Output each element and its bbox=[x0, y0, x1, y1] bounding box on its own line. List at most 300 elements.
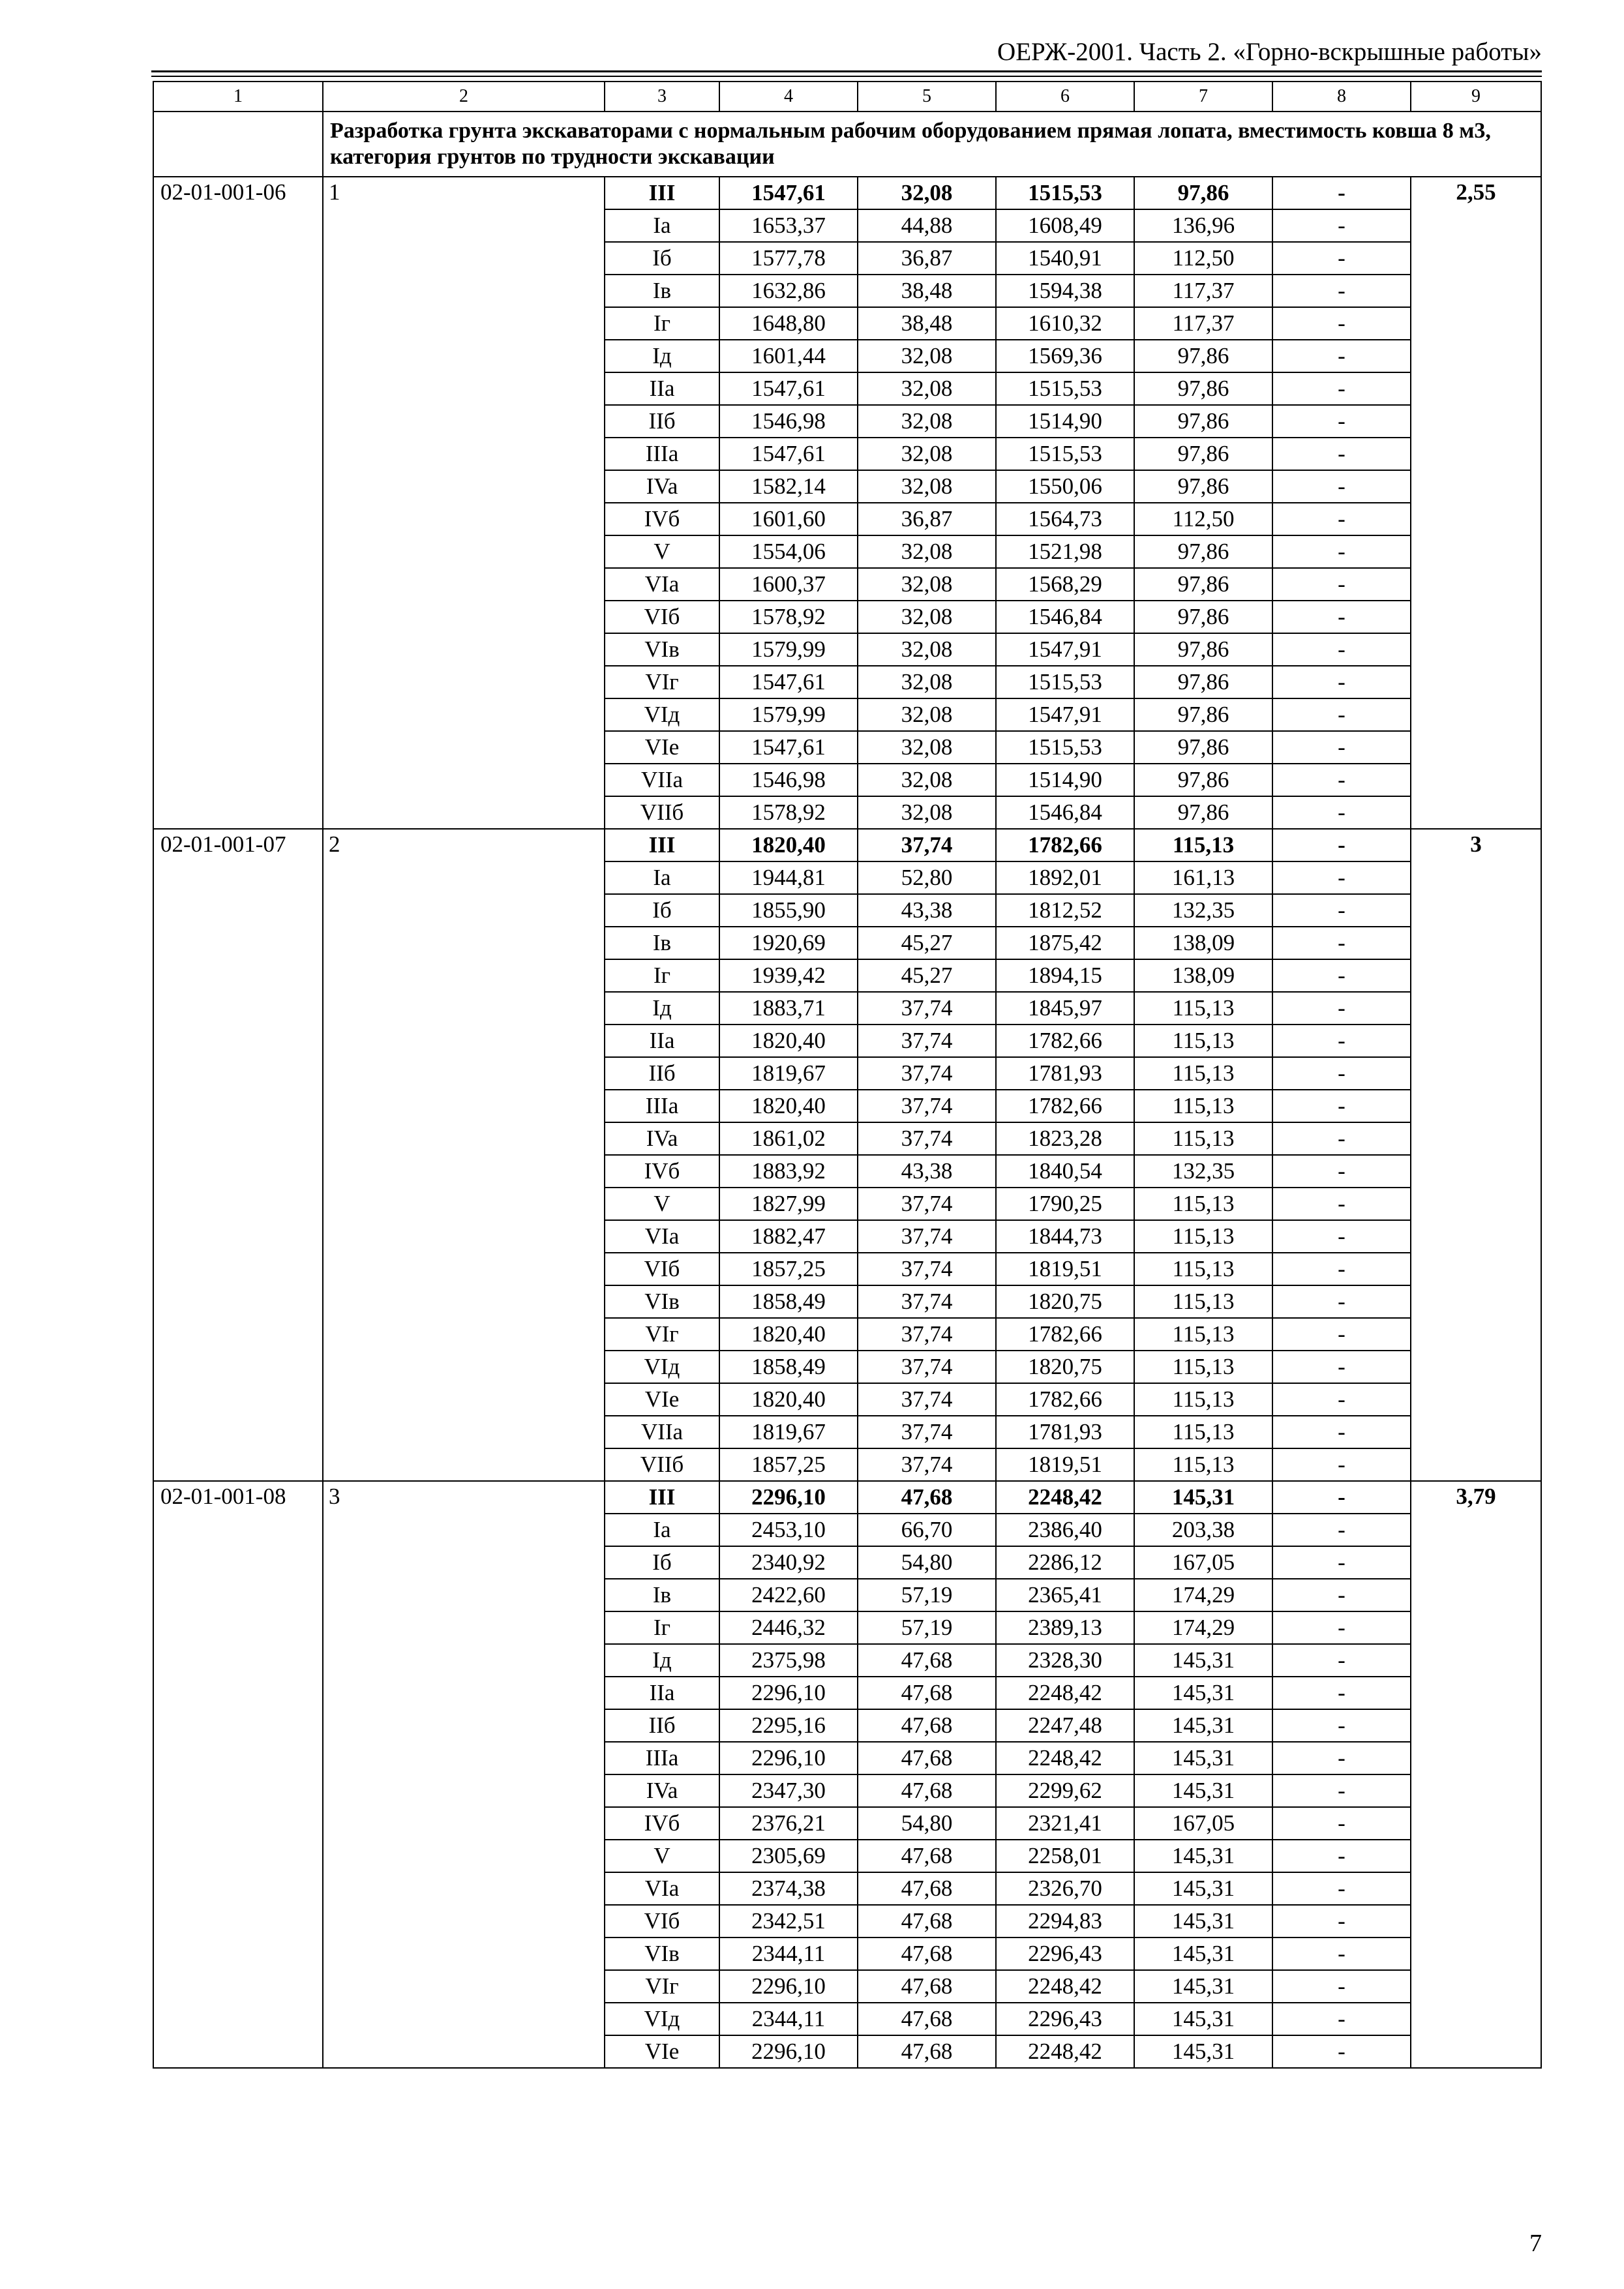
cell-value: 1883,71 bbox=[719, 992, 858, 1025]
cell-value: 32,08 bbox=[858, 601, 996, 633]
cell-value: 47,68 bbox=[858, 1937, 996, 1970]
cell-value: 1857,25 bbox=[719, 1253, 858, 1285]
cell-value: 1782,66 bbox=[996, 1090, 1134, 1122]
cell-value: 47,68 bbox=[858, 1872, 996, 1905]
cell-value: - bbox=[1272, 568, 1411, 601]
rate-code: 02-01-001-07 bbox=[153, 829, 323, 1481]
cell-value: 115,13 bbox=[1134, 1090, 1272, 1122]
cell-value: 1546,84 bbox=[996, 796, 1134, 829]
cell-value: 115,13 bbox=[1134, 1220, 1272, 1253]
cell-value: 1547,61 bbox=[719, 177, 858, 209]
cell-value: 117,37 bbox=[1134, 307, 1272, 340]
cell-value: 1894,15 bbox=[996, 959, 1134, 992]
cell-value: 1819,67 bbox=[719, 1416, 858, 1448]
soil-category: VIIa bbox=[605, 1416, 719, 1448]
cell-value: 1920,69 bbox=[719, 927, 858, 959]
cell-value: 1515,53 bbox=[996, 177, 1134, 209]
soil-category: Ia bbox=[605, 1514, 719, 1546]
cell-value: 37,74 bbox=[858, 1025, 996, 1057]
cell-value: 1939,42 bbox=[719, 959, 858, 992]
rate-code: 02-01-001-06 bbox=[153, 177, 323, 829]
cell-value: 47,68 bbox=[858, 1970, 996, 2003]
section-title-row bbox=[153, 112, 1541, 177]
cell-value: 2422,60 bbox=[719, 1579, 858, 1611]
cell-value: 32,08 bbox=[858, 405, 996, 438]
cell-value: 2296,10 bbox=[719, 1481, 858, 1514]
page-header: ОЕРЖ-2001. Часть 2. «Горно-вскрышные работы» bbox=[997, 38, 1542, 66]
cell-value: 32,08 bbox=[858, 372, 996, 405]
cell-value: - bbox=[1272, 275, 1411, 307]
soil-category: VIe bbox=[605, 1383, 719, 1416]
cell-value: 145,31 bbox=[1134, 1709, 1272, 1742]
soil-category: IIб bbox=[605, 1057, 719, 1090]
soil-category: III bbox=[605, 1481, 719, 1514]
cell-value: - bbox=[1272, 1677, 1411, 1709]
cell-value: 1844,73 bbox=[996, 1220, 1134, 1253]
cell-value: 37,74 bbox=[858, 829, 996, 861]
cell-value: 115,13 bbox=[1134, 1188, 1272, 1220]
soil-category: IIIa bbox=[605, 1090, 719, 1122]
cell-value: - bbox=[1272, 1351, 1411, 1383]
cell-value: 115,13 bbox=[1134, 1318, 1272, 1351]
cell-value: 2374,38 bbox=[719, 1872, 858, 1905]
cell-value: 1819,51 bbox=[996, 1448, 1134, 1481]
cell-value: 47,68 bbox=[858, 1840, 996, 1872]
cell-value: - bbox=[1272, 1090, 1411, 1122]
cell-value: 47,68 bbox=[858, 1644, 996, 1677]
cell-value: 37,74 bbox=[858, 1220, 996, 1253]
soil-category: Iб bbox=[605, 1546, 719, 1579]
cell-value: 1820,40 bbox=[719, 829, 858, 861]
cell-value: 2296,43 bbox=[996, 2003, 1134, 2035]
cell-value: 145,31 bbox=[1134, 1774, 1272, 1807]
cell-value: 44,88 bbox=[858, 209, 996, 242]
cell-value: 1594,38 bbox=[996, 275, 1134, 307]
cell-value: 97,86 bbox=[1134, 372, 1272, 405]
cell-value: 1577,78 bbox=[719, 242, 858, 275]
cell-value: 54,80 bbox=[858, 1546, 996, 1579]
soil-category: Iг bbox=[605, 1611, 719, 1644]
cell-value: 1515,53 bbox=[996, 666, 1134, 698]
cell-value: 2326,70 bbox=[996, 1872, 1134, 1905]
cell-value: 1601,44 bbox=[719, 340, 858, 372]
cell-value: - bbox=[1272, 177, 1411, 209]
cell-value: 1632,86 bbox=[719, 275, 858, 307]
soil-category: Ia bbox=[605, 209, 719, 242]
cell-value: 115,13 bbox=[1134, 1416, 1272, 1448]
cell-value: 174,29 bbox=[1134, 1611, 1272, 1644]
soil-category: Ia bbox=[605, 861, 719, 894]
cell-value: 1550,06 bbox=[996, 470, 1134, 503]
cell-value: - bbox=[1272, 1253, 1411, 1285]
cell-value: 1861,02 bbox=[719, 1122, 858, 1155]
soil-category: VIe bbox=[605, 731, 719, 764]
cell-value: 45,27 bbox=[858, 959, 996, 992]
soil-category: V bbox=[605, 1840, 719, 1872]
cell-value: 115,13 bbox=[1134, 1025, 1272, 1057]
cell-value: - bbox=[1272, 438, 1411, 470]
cell-value: 32,08 bbox=[858, 633, 996, 666]
cell-value: 97,86 bbox=[1134, 405, 1272, 438]
soil-category: VIa bbox=[605, 1872, 719, 1905]
item-number: 2 bbox=[323, 829, 605, 1481]
cell-value: 1858,49 bbox=[719, 1351, 858, 1383]
cell-value: 1514,90 bbox=[996, 764, 1134, 796]
cell-value: 1547,91 bbox=[996, 633, 1134, 666]
cell-value: 37,74 bbox=[858, 1188, 996, 1220]
page-number: 7 bbox=[1529, 2230, 1542, 2257]
cell-value: 145,31 bbox=[1134, 1481, 1272, 1514]
cell-value: 2286,12 bbox=[996, 1546, 1134, 1579]
column-number: 2 bbox=[323, 82, 605, 112]
cell-value: 1790,25 bbox=[996, 1188, 1134, 1220]
cell-value: 32,08 bbox=[858, 731, 996, 764]
cell-value: 167,05 bbox=[1134, 1807, 1272, 1840]
cell-value: - bbox=[1272, 1025, 1411, 1057]
cell-value: - bbox=[1272, 1285, 1411, 1318]
cell-value: 1882,47 bbox=[719, 1220, 858, 1253]
soil-category: VIб bbox=[605, 1905, 719, 1937]
cell-value: 97,86 bbox=[1134, 470, 1272, 503]
cell-value: 1823,28 bbox=[996, 1122, 1134, 1155]
cell-value: - bbox=[1272, 1970, 1411, 2003]
cell-value: 1819,67 bbox=[719, 1057, 858, 1090]
cell-value: 115,13 bbox=[1134, 1448, 1272, 1481]
cell-value: 1515,53 bbox=[996, 438, 1134, 470]
rate-code: 02-01-001-08 bbox=[153, 1481, 323, 2068]
cell-value: 1858,49 bbox=[719, 1285, 858, 1318]
soil-category: VIв bbox=[605, 633, 719, 666]
cell-value: - bbox=[1272, 992, 1411, 1025]
cell-value: 2296,10 bbox=[719, 1677, 858, 1709]
cell-value: - bbox=[1272, 405, 1411, 438]
item-number: 3 bbox=[323, 1481, 605, 2068]
cell-value: - bbox=[1272, 1416, 1411, 1448]
soil-category: IIб bbox=[605, 1709, 719, 1742]
cell-value: 115,13 bbox=[1134, 829, 1272, 861]
cell-value: 1782,66 bbox=[996, 1025, 1134, 1057]
soil-category: Iд bbox=[605, 992, 719, 1025]
soil-category: Iв bbox=[605, 275, 719, 307]
cell-value: - bbox=[1272, 1840, 1411, 1872]
cell-value: - bbox=[1272, 1448, 1411, 1481]
cell-value: 145,31 bbox=[1134, 2003, 1272, 2035]
cell-value: 1608,49 bbox=[996, 209, 1134, 242]
cell-value: - bbox=[1272, 372, 1411, 405]
column-number: 4 bbox=[719, 82, 858, 112]
soil-category: IVa bbox=[605, 1122, 719, 1155]
soil-category: III bbox=[605, 177, 719, 209]
cell-value: 52,80 bbox=[858, 861, 996, 894]
cell-value: 2344,11 bbox=[719, 2003, 858, 2035]
cell-value: 2328,30 bbox=[996, 1644, 1134, 1677]
cell-value: 1781,93 bbox=[996, 1057, 1134, 1090]
cell-value: 1875,42 bbox=[996, 927, 1134, 959]
cell-value: 47,68 bbox=[858, 2003, 996, 2035]
cell-value: 57,19 bbox=[858, 1611, 996, 1644]
cell-value: 97,86 bbox=[1134, 731, 1272, 764]
soil-category: V bbox=[605, 1188, 719, 1220]
cell-value: 2453,10 bbox=[719, 1514, 858, 1546]
cell-value: - bbox=[1272, 1057, 1411, 1090]
cell-value: 1579,99 bbox=[719, 698, 858, 731]
cell-value: 145,31 bbox=[1134, 1644, 1272, 1677]
cell-value: - bbox=[1272, 959, 1411, 992]
cell-value: 32,08 bbox=[858, 568, 996, 601]
cell-value: 115,13 bbox=[1134, 1383, 1272, 1416]
cell-value: - bbox=[1272, 666, 1411, 698]
cell-value: - bbox=[1272, 307, 1411, 340]
cell-value: 1827,99 bbox=[719, 1188, 858, 1220]
cell-value: 2248,42 bbox=[996, 1677, 1134, 1709]
soil-category: IVa bbox=[605, 1774, 719, 1807]
cell-value: 47,68 bbox=[858, 1905, 996, 1937]
labor-cost: 3 bbox=[1411, 829, 1541, 1481]
labor-cost: 3,79 bbox=[1411, 1481, 1541, 2068]
cell-value: 1547,61 bbox=[719, 666, 858, 698]
cell-value: - bbox=[1272, 2035, 1411, 2068]
cell-value: - bbox=[1272, 1709, 1411, 1742]
column-number: 3 bbox=[605, 82, 719, 112]
cell-value: - bbox=[1272, 1122, 1411, 1155]
cell-value: 1546,98 bbox=[719, 764, 858, 796]
cell-value: - bbox=[1272, 340, 1411, 372]
cell-value: 37,74 bbox=[858, 1285, 996, 1318]
cell-value: - bbox=[1272, 1220, 1411, 1253]
cell-value: 1568,29 bbox=[996, 568, 1134, 601]
soil-category: VIг bbox=[605, 1318, 719, 1351]
cell-value: 1855,90 bbox=[719, 894, 858, 927]
cell-value: 2375,98 bbox=[719, 1644, 858, 1677]
cell-value: 2386,40 bbox=[996, 1514, 1134, 1546]
cell-value: - bbox=[1272, 927, 1411, 959]
cell-value: 54,80 bbox=[858, 1807, 996, 1840]
cell-value: 115,13 bbox=[1134, 1057, 1272, 1090]
soil-category: VIг bbox=[605, 666, 719, 698]
cell-value: - bbox=[1272, 1155, 1411, 1188]
cell-value: 1554,06 bbox=[719, 535, 858, 568]
cell-value: - bbox=[1272, 470, 1411, 503]
cell-value: 145,31 bbox=[1134, 1840, 1272, 1872]
cell-value: 1857,25 bbox=[719, 1448, 858, 1481]
soil-category: IVб bbox=[605, 1807, 719, 1840]
cell-value: 1546,84 bbox=[996, 601, 1134, 633]
cell-value: - bbox=[1272, 1514, 1411, 1546]
cell-value: - bbox=[1272, 503, 1411, 535]
cell-value: 32,08 bbox=[858, 796, 996, 829]
cell-value: 32,08 bbox=[858, 535, 996, 568]
cell-value: 47,68 bbox=[858, 1742, 996, 1774]
cell-value: 32,08 bbox=[858, 340, 996, 372]
cell-value: 1610,32 bbox=[996, 307, 1134, 340]
cell-value: 37,74 bbox=[858, 1090, 996, 1122]
price-table bbox=[153, 81, 1542, 2069]
cell-value: 1579,99 bbox=[719, 633, 858, 666]
cell-value: 47,68 bbox=[858, 1677, 996, 1709]
cell-value: 1819,51 bbox=[996, 1253, 1134, 1285]
cell-value: 37,74 bbox=[858, 1318, 996, 1351]
soil-category: IIa bbox=[605, 1025, 719, 1057]
cell-value: 1781,93 bbox=[996, 1416, 1134, 1448]
cell-value: 117,37 bbox=[1134, 275, 1272, 307]
cell-value: 32,08 bbox=[858, 698, 996, 731]
cell-value: - bbox=[1272, 1188, 1411, 1220]
soil-category: IVa bbox=[605, 470, 719, 503]
soil-category: Iв bbox=[605, 1579, 719, 1611]
cell-value: 115,13 bbox=[1134, 992, 1272, 1025]
soil-category: IVб bbox=[605, 503, 719, 535]
cell-value: 145,31 bbox=[1134, 1677, 1272, 1709]
soil-category: IIIa bbox=[605, 1742, 719, 1774]
cell-value: 97,86 bbox=[1134, 796, 1272, 829]
cell-value: 97,86 bbox=[1134, 535, 1272, 568]
soil-category: V bbox=[605, 535, 719, 568]
soil-category: IVб bbox=[605, 1155, 719, 1188]
cell-value: 2342,51 bbox=[719, 1905, 858, 1937]
cell-value: 1820,40 bbox=[719, 1025, 858, 1057]
soil-category: Iб bbox=[605, 894, 719, 927]
cell-value: 43,38 bbox=[858, 894, 996, 927]
cell-value: 47,68 bbox=[858, 1709, 996, 1742]
cell-value: 1883,92 bbox=[719, 1155, 858, 1188]
cell-value: 145,31 bbox=[1134, 1742, 1272, 1774]
cell-value: 1569,36 bbox=[996, 340, 1134, 372]
item-number: 1 bbox=[323, 177, 605, 829]
cell-value: 2247,48 bbox=[996, 1709, 1134, 1742]
cell-value: 36,87 bbox=[858, 242, 996, 275]
cell-value: 1840,54 bbox=[996, 1155, 1134, 1188]
cell-value: 97,86 bbox=[1134, 568, 1272, 601]
cell-value: - bbox=[1272, 1774, 1411, 1807]
cell-value: 1782,66 bbox=[996, 829, 1134, 861]
cell-value: 1892,01 bbox=[996, 861, 1134, 894]
cell-value: 97,86 bbox=[1134, 340, 1272, 372]
soil-category: Iг bbox=[605, 307, 719, 340]
column-number-row bbox=[153, 82, 1541, 112]
cell-value: 161,13 bbox=[1134, 861, 1272, 894]
cell-value: - bbox=[1272, 1937, 1411, 1970]
cell-value: 2389,13 bbox=[996, 1611, 1134, 1644]
cell-value: - bbox=[1272, 535, 1411, 568]
cell-value: 2446,32 bbox=[719, 1611, 858, 1644]
cell-value: 1782,66 bbox=[996, 1383, 1134, 1416]
cell-value: 37,74 bbox=[858, 1383, 996, 1416]
cell-value: - bbox=[1272, 209, 1411, 242]
cell-value: - bbox=[1272, 829, 1411, 861]
cell-value: 145,31 bbox=[1134, 1970, 1272, 2003]
cell-value: 32,08 bbox=[858, 470, 996, 503]
cell-value: 145,31 bbox=[1134, 2035, 1272, 2068]
cell-value: 2305,69 bbox=[719, 1840, 858, 1872]
cell-value: - bbox=[1272, 796, 1411, 829]
cell-value: 37,74 bbox=[858, 1057, 996, 1090]
cell-value: 47,68 bbox=[858, 2035, 996, 2068]
cell-value: 1601,60 bbox=[719, 503, 858, 535]
soil-category: VIIa bbox=[605, 764, 719, 796]
cell-value: 2296,43 bbox=[996, 1937, 1134, 1970]
cell-value: - bbox=[1272, 1872, 1411, 1905]
cell-value: 2296,10 bbox=[719, 2035, 858, 2068]
cell-value: 2376,21 bbox=[719, 1807, 858, 1840]
header-rule bbox=[151, 70, 1542, 77]
column-number: 7 bbox=[1134, 82, 1272, 112]
cell-value: 97,86 bbox=[1134, 633, 1272, 666]
cell-value: 32,08 bbox=[858, 764, 996, 796]
cell-value: 1820,40 bbox=[719, 1090, 858, 1122]
cell-value: 2248,42 bbox=[996, 1742, 1134, 1774]
cell-value: 37,74 bbox=[858, 1416, 996, 1448]
cell-value: 1546,98 bbox=[719, 405, 858, 438]
cell-value: - bbox=[1272, 1318, 1411, 1351]
section-title: Разработка грунта экскаваторами с нормальным рабочим оборудованием прямая лопата, вместимость ковша 8 м3, категория грунтов по трудности экскавации bbox=[323, 112, 1541, 177]
cell-value: 1578,92 bbox=[719, 601, 858, 633]
cell-value: 115,13 bbox=[1134, 1122, 1272, 1155]
cell-value: 37,74 bbox=[858, 1351, 996, 1383]
table-body bbox=[153, 82, 1541, 2068]
cell-value: 115,13 bbox=[1134, 1285, 1272, 1318]
cell-value: 2248,42 bbox=[996, 1970, 1134, 2003]
cell-value: 2296,10 bbox=[719, 1742, 858, 1774]
cell-value: 2296,10 bbox=[719, 1970, 858, 2003]
cell-value: 2340,92 bbox=[719, 1546, 858, 1579]
cell-value: 32,08 bbox=[858, 177, 996, 209]
cell-value: - bbox=[1272, 764, 1411, 796]
soil-category: VIд bbox=[605, 2003, 719, 2035]
cell-value: - bbox=[1272, 1807, 1411, 1840]
soil-category: IIa bbox=[605, 372, 719, 405]
cell-value: 138,09 bbox=[1134, 927, 1272, 959]
cell-value: 1782,66 bbox=[996, 1318, 1134, 1351]
soil-category: VIIб bbox=[605, 1448, 719, 1481]
cell-value: 2344,11 bbox=[719, 1937, 858, 1970]
cell-value: - bbox=[1272, 1611, 1411, 1644]
cell-value: - bbox=[1272, 1481, 1411, 1514]
cell-value: 1547,61 bbox=[719, 438, 858, 470]
cell-value: - bbox=[1272, 1905, 1411, 1937]
cell-value: 1521,98 bbox=[996, 535, 1134, 568]
cell-value: 38,48 bbox=[858, 307, 996, 340]
soil-category: Iд bbox=[605, 340, 719, 372]
cell-value: 38,48 bbox=[858, 275, 996, 307]
column-number: 8 bbox=[1272, 82, 1411, 112]
cell-value: - bbox=[1272, 698, 1411, 731]
cell-value: 32,08 bbox=[858, 438, 996, 470]
cell-value: 1515,53 bbox=[996, 731, 1134, 764]
cell-value: 97,86 bbox=[1134, 666, 1272, 698]
cell-value: 1820,40 bbox=[719, 1318, 858, 1351]
soil-category: IIб bbox=[605, 405, 719, 438]
soil-category: Iг bbox=[605, 959, 719, 992]
column-number: 6 bbox=[996, 82, 1134, 112]
cell-value: 2294,83 bbox=[996, 1905, 1134, 1937]
cell-value: 57,19 bbox=[858, 1579, 996, 1611]
cell-value: 2347,30 bbox=[719, 1774, 858, 1807]
soil-category: VIд bbox=[605, 698, 719, 731]
cell-value: 2248,42 bbox=[996, 2035, 1134, 2068]
cell-value: 138,09 bbox=[1134, 959, 1272, 992]
cell-value: - bbox=[1272, 633, 1411, 666]
cell-value: 1820,75 bbox=[996, 1285, 1134, 1318]
cell-value: - bbox=[1272, 1546, 1411, 1579]
cell-value: 1653,37 bbox=[719, 209, 858, 242]
cell-value: 1514,90 bbox=[996, 405, 1134, 438]
cell-value: - bbox=[1272, 2003, 1411, 2035]
cell-value: - bbox=[1272, 731, 1411, 764]
cell-value: 112,50 bbox=[1134, 503, 1272, 535]
cell-value: 2295,16 bbox=[719, 1709, 858, 1742]
cell-value: 1820,40 bbox=[719, 1383, 858, 1416]
cell-value: 37,74 bbox=[858, 1448, 996, 1481]
